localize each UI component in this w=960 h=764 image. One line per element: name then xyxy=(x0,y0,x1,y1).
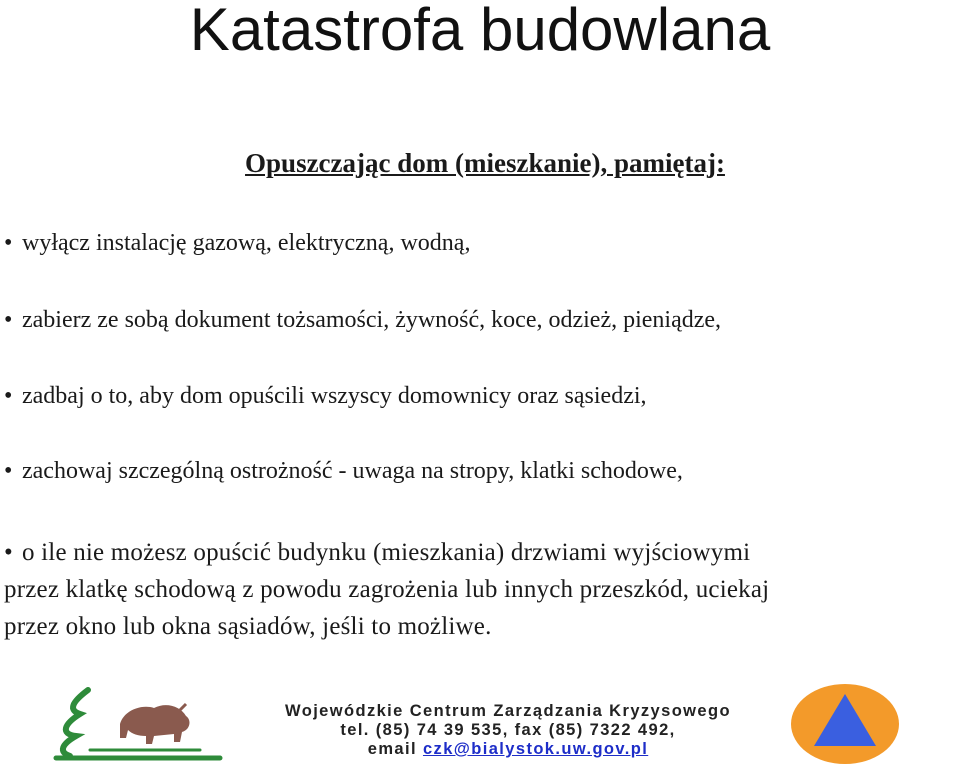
page-title: Katastrofa budowlana xyxy=(189,0,771,63)
bullet-dot: • xyxy=(4,539,13,566)
escape-line-1: o ile nie możesz opuścić budynku (mieszkania) drzwiami wyjściowymi xyxy=(22,539,751,566)
contact-block xyxy=(218,702,798,759)
email-link[interactable]: czk@bialystok.uw.gov.pl xyxy=(422,740,649,758)
list-item-text: wyłącz instalację gazową, elektryczną, wodną, xyxy=(22,230,471,256)
list-item xyxy=(4,382,647,410)
footer xyxy=(0,680,960,764)
bullet-dot: • xyxy=(4,230,13,256)
bullet-dot: • xyxy=(4,307,13,333)
bullet-dot: • xyxy=(4,458,13,484)
list-item-text: zachowaj szczególną ostrożność - uwaga na stropy, klatki schodowe, xyxy=(22,458,683,484)
civil-defense-badge-icon xyxy=(790,684,900,764)
bullet-dot: • xyxy=(4,383,13,409)
email-label: email xyxy=(367,740,417,758)
list-item-text: zadbaj o to, aby dom opuścili wszyscy domownicy oraz sąsiedzi, xyxy=(22,383,647,409)
list-item xyxy=(4,306,721,334)
contact-email-line xyxy=(218,740,798,759)
org-name: Wojewódzkie Centrum Zarządzania Kryzysowego xyxy=(285,702,731,720)
list-item-text: zabierz ze sobą dokument tożsamości, żywność, koce, odzież, pieniądze, xyxy=(22,307,722,333)
subtitle: Opuszczając dom (mieszkanie), pamiętaj: xyxy=(245,148,725,178)
escape-line-2: przez klatkę schodową z powodu zagrożenia lub innych przeszkód, uciekaj xyxy=(4,576,770,603)
escape-line-3: przez okno lub okna sąsiadów, jeśli to możliwe. xyxy=(4,613,492,640)
list-item-escape xyxy=(4,534,960,645)
bison-tree-logo-icon xyxy=(50,680,230,764)
contact-phone: tel. (85) 74 39 535, fax (85) 7322 492, xyxy=(340,721,676,739)
list-item xyxy=(4,229,470,257)
list-item xyxy=(4,457,683,485)
